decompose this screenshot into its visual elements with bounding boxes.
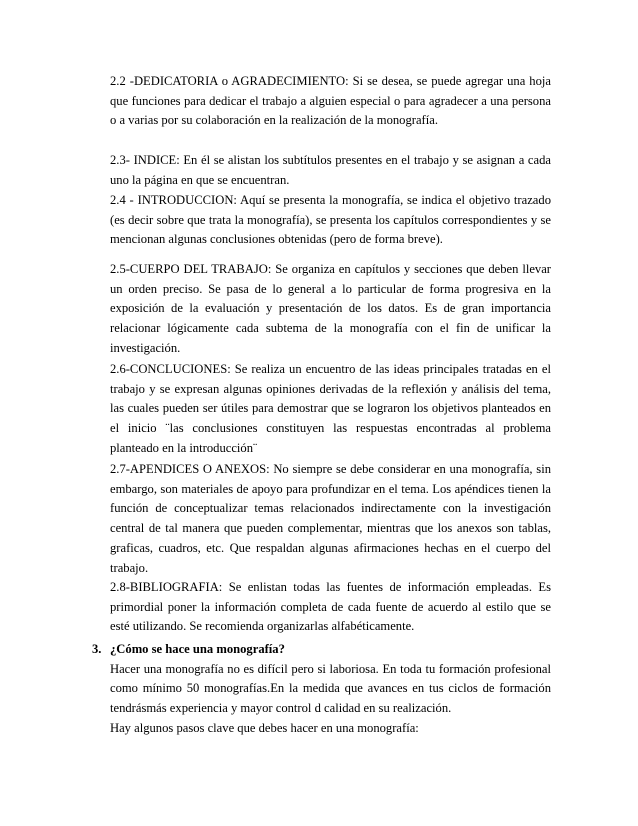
question-number: 3. — [92, 642, 102, 656]
section-conclusiones: 2.6-CONCLUCIONES: Se realiza un encuentro de las ideas principales tratadas en el trabajo y se expresan algunas opiniones derivadas de la reflexión y análisis del tema, las cuales pueden ser útiles para demostrar que se lograron los objetivos planteados en el inicio ¨las conclusiones constituyen las respuestas encontradas al problema planteado en la introducción¨ — [110, 362, 551, 455]
section-bibliografia: 2.8-BIBLIOGRAFIA: Se enlistan todas las fuentes de información empleadas. Es primordial poner la información completa de cada fuente de acuerdo al estilo que se esté utilizando. Se recomienda organizarlas alfabéticamente. — [110, 580, 551, 634]
section-dedicatoria: 2.2 -DEDICATORIA o AGRADECIMIENTO: Si se desea, se puede agregar una hoja que funciones para dedicar el trabajo a alguien especial o para agradecer a una persona o a varias por su colaboración en la realización de la monografía. — [110, 74, 551, 128]
question-body: Hacer una monografía no es difícil pero si laboriosa. En toda tu formación profesional como mínimo 50 monografías.En la medida que avances en tus ciclos de formación tendrásmás experiencia y mayor control d calidad en su realización. — [110, 661, 551, 716]
question-section — [92, 640, 551, 739]
section-cuerpo-del-trabajo: 2.5-CUERPO DEL TRABAJO: Se organiza en capítulos y secciones que deben llevar un orden preciso. Se pasa de lo general a lo particular de forma progresiva en la exposición de la evaluación y presentación de los datos. Es de gran importancia relacionar lógicamente cada subtema de la monografía con el fin de unificar la investigación. — [110, 262, 551, 355]
question-last-line: Hay algunos pasos clave que debes hacer en una monografía: — [110, 720, 419, 735]
section-apendices: 2.7-APENDICES O ANEXOS: No siempre se debe considerar en una monografía, sin embargo, son materiales de apoyo para profundizar en el tema. Los apéndices tienen la función de conceptualizar temas relacionados indirectamente con la investigación central de tal manera que pueden complementar, mientras que los anexos son tablas, graficas, cuadros, etc. Que respaldan algunas afirmaciones hechas en el cuerpo del trabajo. — [110, 462, 551, 575]
question-title: ¿Cómo se hace una monografía? — [110, 642, 285, 656]
section-indice: 2.3- INDICE: En él se alistan los subtítulos presentes en el trabajo y se asignan a cada uno la página en que se encuentran. — [110, 153, 551, 187]
section-introduccion: 2.4 - INTRODUCCION: Aquí se presenta la monografía, se indica el objetivo trazado (es decir sobre que trata la monografía), se presenta los capítulos correspondientes y se mencionan algunas conclusiones obtenidas (pero de forma breve). — [110, 193, 551, 247]
